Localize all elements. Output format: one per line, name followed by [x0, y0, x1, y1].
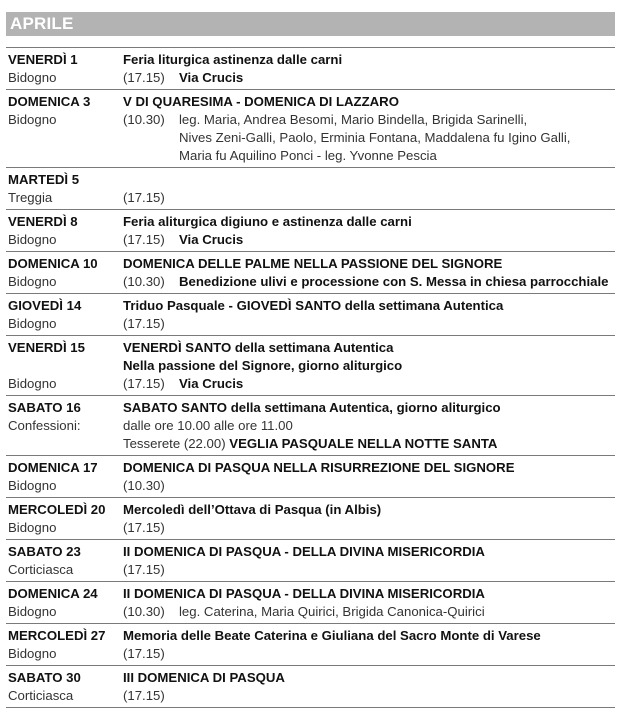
entry-time: (10.30) [123, 274, 165, 289]
entry-detail: Benedizione ulivi e processione con S. Messa in chiesa parrocchiale [179, 274, 609, 289]
entry [6, 210, 615, 252]
entry-place: Bidogno [8, 274, 57, 289]
entry-time: (10.30) [123, 112, 165, 127]
entry-place: Bidogno [8, 478, 57, 493]
entry-extra-prefix: Tesserete (22.00) [123, 436, 226, 451]
entry-place: Bidogno [8, 112, 57, 127]
entry-title: Triduo Pasquale - GIOVEDÌ SANTO della settimana Autentica [123, 298, 504, 313]
entry [6, 294, 615, 336]
entry-detail: leg. Maria, Andrea Besomi, Mario Bindella, Brigida Sarinelli, [179, 112, 528, 127]
entry-title: Feria aliturgica digiuno e astinenza dalle carni [123, 214, 412, 229]
entry-time: (17.15) [123, 190, 165, 205]
entry-title: III DOMENICA DI PASQUA [123, 670, 285, 685]
entry-day: DOMENICA 10 [8, 256, 98, 271]
entry-detail: Via Crucis [179, 376, 244, 391]
entry [6, 498, 615, 540]
entry-title: Feria liturgica astinenza dalle carni [123, 52, 343, 67]
entry-detail: leg. Caterina, Maria Quirici, Brigida Canonica-Quirici [179, 604, 485, 619]
entry [6, 666, 615, 708]
entry [6, 168, 615, 210]
entry-title: V DI QUARESIMA - DOMENICA DI LAZZARO [123, 94, 399, 109]
entry [6, 396, 615, 456]
entry-place: Corticiasca [8, 688, 74, 703]
entry [6, 336, 615, 396]
entry-title: VENERDÌ SANTO della settimana Autentica [123, 340, 394, 355]
entry-title: DOMENICA DELLE PALME NELLA PASSIONE DEL SIGNORE [123, 256, 503, 271]
entry [6, 624, 615, 666]
entry-place: Bidogno [8, 70, 57, 85]
entry-time: (17.15) [123, 646, 165, 661]
entry-day: SABATO 23 [8, 544, 81, 559]
entry-time: (17.15) [123, 70, 165, 85]
entry-place: Treggia [8, 190, 53, 205]
entry-title: Memoria delle Beate Caterina e Giuliana del Sacro Monte di Varese [123, 628, 541, 643]
entry-place: Bidogno [8, 316, 57, 331]
entry-day: VENERDÌ 1 [8, 52, 78, 67]
entry-detail: Via Crucis [179, 232, 244, 247]
entry-place: Bidogno [8, 232, 57, 247]
entry-time: (17.15) [123, 316, 165, 331]
entry-day: DOMENICA 3 [8, 94, 91, 109]
entry-day: DOMENICA 17 [8, 460, 98, 475]
entry-place: Bidogno [8, 604, 57, 619]
entry-day: VENERDÌ 15 [8, 340, 85, 355]
entry [6, 252, 615, 294]
calendar-entries [6, 47, 615, 708]
entry-day: SABATO 16 [8, 400, 81, 415]
entry-place: Bidogno [8, 376, 57, 391]
entry-confession-hours: dalle ore 10.00 alle ore 11.00 [123, 418, 293, 433]
entry [6, 540, 615, 582]
entry-day: MERCOLEDÌ 20 [8, 502, 106, 517]
entry-day: DOMENICA 24 [8, 586, 98, 601]
entry-title: SABATO SANTO della settimana Autentica, giorno aliturgico [123, 400, 501, 415]
entry-time: (17.15) [123, 376, 165, 391]
entry [6, 90, 615, 168]
entry-title: II DOMENICA DI PASQUA - DELLA DIVINA MISERICORDIA [123, 586, 485, 601]
entry-time: (10.30) [123, 604, 165, 619]
entry-time: (10.30) [123, 478, 165, 493]
entry-time: (17.15) [123, 562, 165, 577]
entry [6, 47, 615, 90]
entry-title: Mercoledì dell’Ottava di Pasqua (in Albis) [123, 502, 382, 517]
entry-time: (17.15) [123, 688, 165, 703]
entry-day: SABATO 30 [8, 670, 81, 685]
entry-place: Bidogno [8, 646, 57, 661]
entry-time: (17.15) [123, 232, 165, 247]
entry [6, 582, 615, 624]
entry-title: II DOMENICA DI PASQUA - DELLA DIVINA MISERICORDIA [123, 544, 485, 559]
month-header: APRILE [6, 12, 615, 36]
entry-place: Bidogno [8, 520, 57, 535]
entry-detail-cont: Maria fu Aquilino Ponci - leg. Yvonne Pescia [179, 148, 437, 163]
entry-place: Corticiasca [8, 562, 74, 577]
entry-day: VENERDÌ 8 [8, 214, 78, 229]
entry-title-2: Nella passione del Signore, giorno aliturgico [123, 358, 403, 373]
entry [6, 456, 615, 498]
entry-day: GIOVEDÌ 14 [8, 298, 82, 313]
entry-detail: Via Crucis [179, 70, 244, 85]
entry-day: MERCOLEDÌ 27 [8, 628, 106, 643]
entry-time: (17.15) [123, 520, 165, 535]
entry-day: MARTEDÌ 5 [8, 172, 80, 187]
entry-title: DOMENICA DI PASQUA NELLA RISURREZIONE DEL SIGNORE [123, 460, 515, 475]
entry-detail-cont: Nives Zeni-Galli, Paolo, Erminia Fontana, Maddalena fu Igino Galli, [179, 130, 571, 145]
entry-extra-title: VEGLIA PASQUALE NELLA NOTTE SANTA [229, 436, 498, 451]
entry-place: Confessioni: [8, 418, 81, 433]
